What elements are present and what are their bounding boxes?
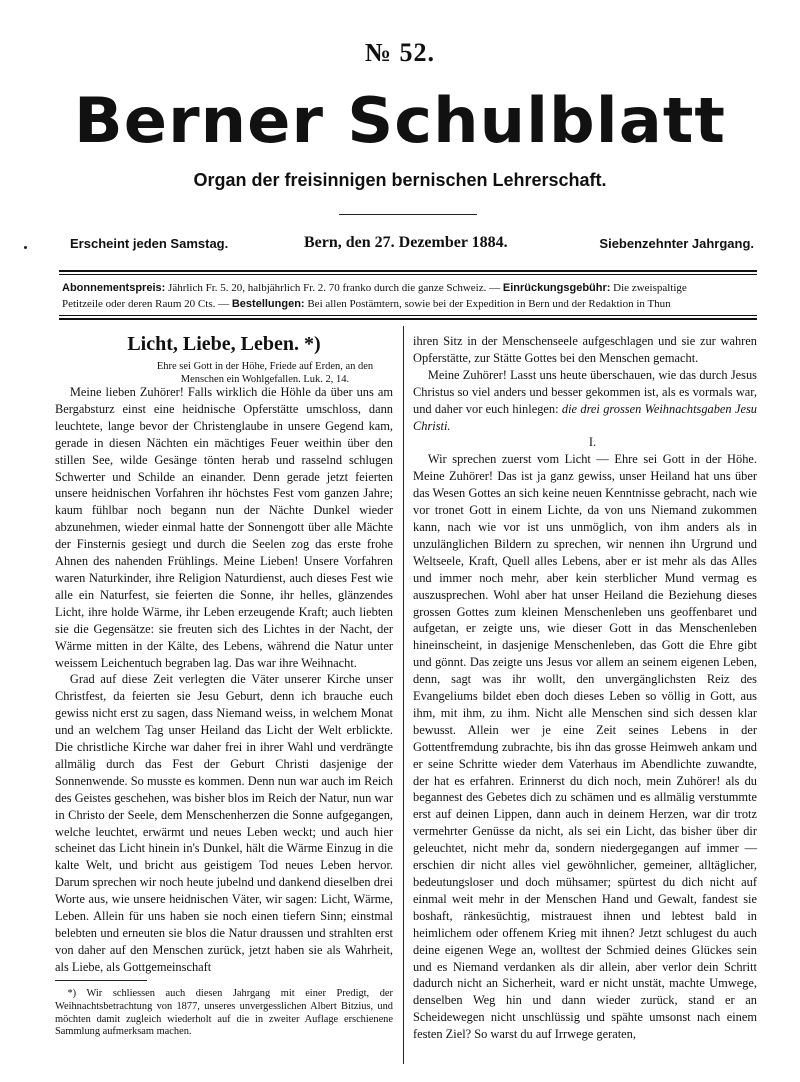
footnote-text: *) Wir schliessen auch diesen Jahrgang mit einer Predigt, der Weihnachtsbetrachtung von 1877, unseres unvergesslichen Albert Bitzius, und möchten damit zugleich wiederholt auf die in zweiter Auflage erschienene Sammlung aufmerksam machen.	[55, 988, 393, 1038]
subscription-line-1	[62, 280, 760, 296]
subscription-price-text: Jährlich Fr. 5. 20, halbjährlich Fr. 2. 70 franko durch die ganze Schweiz. —	[168, 282, 501, 294]
section-numeral: I.	[588, 435, 597, 450]
ads-fee-label: Einrückungsgebühr:	[502, 282, 611, 294]
issue-number: № 52.	[364, 38, 436, 67]
masthead-title: Berner Schulblatt	[74, 84, 726, 157]
paragraph	[413, 367, 757, 435]
title-divider	[339, 214, 477, 215]
publication-frequency: Erscheint jeden Samstag.	[70, 236, 229, 251]
footnote	[55, 988, 393, 1039]
header-rule-bottom	[59, 318, 757, 320]
subscription-price-label: Abonnementspreis:	[62, 282, 166, 294]
left-column	[55, 384, 393, 976]
subscription-info	[62, 280, 760, 312]
volume-year: Siebenzehnter Jahrgang.	[599, 236, 754, 251]
paragraph: Wir sprechen zuerst vom Licht — Ehre sei Gott in der Höhe. Meine Zuhörer! Das ist ja ganz gewiss, unser Heiland hat uns über das Wesen Gottes an sich keine neuen Kenntnisse gebracht, nach wie vor tronet Gott in einem Lichte, da von uns Niemand zukommen kann, nach wie vor ist uns unmöglich, von ihm anders als in unzulänglichen Bildern zu sprechen, wir nennen ihn Urgrund und Weltseele, Kraft, Quell alles Lebens, aber er ist mehr als das Alles und immer noch mehr, aber kein sterblicher Mund vermag es auszusprechen. Wohl aber hat unser Heiland die Beziehung dieses grossen Gottes zum kleinen Menschenleben uns geoffenbaret und aufgetan, er zeigte uns, wie dieser Gott in das Menschenleben hineinscheint, in dasjenige Menschenleben, das Gott die Ehre gibt und gönnt. Das zeigte uns Jesus vor allem an seinem eigenen Leben, denn, sagt was ihr wollt, den unvergänglichsten Reiz des Evangeliums bildet eben doch dieses Leben so völlig in Gott, aus ihm, mit ihm, zu ihm. Nicht alle Menschen sind sich dessen klar bewusst. Allein wer je eine Zeit seines Lebens in der Gottentfremdung zubrachte, bis ihn das grosse Heimweh ankam und er seine Schritte wieder dem Vaterhaus im Abendlichte zuwandte, der hat es erfahren. Erinnerst du dich noch, mein Zuhörer! als du begannest des Gebetes dich zu schämen und es allmälig verstummte erst auf deinen Lippen, dann auch in deinem Herzen, war dir trotz vermehrter Genüsse da nicht, als sei ein Licht, das bisher über dir geleuchtet, nicht mehr da, sondern niedergegangen auf immer — erschien dir nicht alles viel gewöhnlicher, gemeiner, alltäglicher, bedeutungsloser und doch mühsamer; spürtest du dich nicht auf einmal weit mehr in der Menschen Hand und Gewalt, fandest sie boshaft, ränkesüchtig, mistrauest ihnen und lebtest bald in heimlichem oder offenem Krieg mit ihnen? Jetzt schlugest du auch deine eigenen Wege an, wolltest der Schmied deines Glückes sein und es Niemand verdanken als dir allein, aber verlor dein Schritt dadurch nicht an Sicherheit, ward er nicht unstät, machte Umwege, denselben Weg hin und dann wieder zurück, stand er an Scheidewegen nicht unschlüssig und spähte umsonst nach einem festen Ziel? So warst du auf Irrwege geraten,	[413, 452, 757, 1042]
paragraph-text: Meine Zuhörer! Lasst uns heute überschauen, wie das durch Jesus Christus so viel anders und besser gekommen ist, als es vormals war, und daher vor euch hinlegen:	[413, 367, 757, 416]
header-rule-top	[59, 270, 757, 272]
subscription-line-2	[62, 296, 760, 312]
paragraph: Meine lieben Zuhörer! Falls wirklich die Höhle da über uns am Bergabsturz einst eine heidnische Opferstätte umschloss, dann leuchtete, lange bevor der Christenglaube in unsere Gegend kam, gerade in diesen Nächten ein mächtiges Feuer weithin über den stillen See, wilde Gesänge tönten herab und rasselnd schlugen Schwerter und Schilde an einander. Denn gerade jetzt feierten unsere heidnischen Vorfahren ihr höchstes Fest vom ganzen Jahre; kaum fühlbar noch begann nun der Nächte Dunkel wieder abzunehmen, wieder einmal hatte der Sonnengott über alle Mächte der Finsternis gesiegt und durch die Seelen zog das erste frohe Ahnen des nahenden Frühlings. Meine Lieben! Unsere Vorfahren waren Naturkinder, ihre Religion Naturdienst, auch dieses Fest wie alle ein Naturfest, sie feierten die Sonne, ihr helles, glänzendes Licht, ihre holde Wärme, ihr Leben erzeugende Kraft; auch liebten sie die Gegensätze: sie freuten sich des Lichtes in der Nacht, der Wärme mitten in der Kälte, des Lebens, während die Natur unter weissem Leichentuch begraben lag. Das war ihre Weihnacht.	[55, 385, 393, 670]
header-rule-bottom-thin	[59, 315, 757, 316]
orders-text: Bei allen Postämtern, sowie bei der Expedition in Bern und der Redaktion in Thun	[307, 298, 671, 310]
footnote-divider	[55, 980, 147, 981]
header-rule-top-thin	[59, 274, 757, 275]
paragraph: ihren Sitz in der Menschenseele aufgeschlagen und sie zur wahren Opferstätte, zur Stätte Gottes bei den Menschen gemacht.	[413, 334, 757, 365]
orders-label: Bestellungen:	[231, 298, 305, 310]
margin-dot	[24, 246, 27, 249]
article-epigraph: Ehre sei Gott in der Höhe, Friede auf Erden, an den Menschen ein Wohlgefallen. Luk. 2, 14.	[156, 361, 374, 385]
emphasis-text: die drei grossen Weihnachtsgaben Jesu Christi.	[413, 401, 757, 433]
article-title: Licht, Liebe, Leben. *)	[127, 333, 321, 355]
place-date: Bern, den 27. Dezember 1884.	[304, 234, 508, 251]
ads-fee-text-2: Petitzeile oder deren Raum 20 Cts. —	[62, 298, 230, 310]
publication-info-row	[64, 236, 754, 258]
ads-fee-text-1: Die zweispaltige	[613, 282, 687, 294]
paragraph: Grad auf diese Zeit verlegten die Väter unserer Kirche unser Christfest, da feierten sie Jesu Geburt, denn ich brauche euch gewiss nicht erst zu sagen, dass Niemand weiss, in welchem Monat und an welchem Tag unser Heiland das Licht der Welt erblickte. Die christliche Kirche war daher frei in ihrer Wahl und verdrängte allmälig durch das Fest der Geburt Christi dasjenige der Sonnenwende. So musste es kommen. Denn nun war auch im Reich des Geistes geschehen, was bisher blos im Reich der Natur, nun war in Christo der Seele, dem Menschenherzen die Sonne aufgegangen, welche leuchtet, erwärmt und neues Leben weckt; und auch hier scheinet das Licht hinein in's Dunkel, hält die Wärme Einzug in die kalte Welt, und bricht aus geistigem Tod neues Leben hervor. Darum sprechen wir noch heute jubelnd und dankend dieselben drei Worte aus, wie unsere heidnischen Väter, wir sagen: Licht, Wärme, Leben. Allein für uns haben sie noch einen tiefern Sinn; einstmal belebten und erneuten sie blos die Natur draussen und strahlten erst von daher auf den Menschen zurück, jetzt haben sie als Wahrheit, als Liebe, als Gottgemeinschaft	[55, 672, 393, 974]
column-divider	[403, 326, 404, 1064]
masthead-subtitle: Organ der freisinnigen bernischen Lehrerschaft.	[193, 170, 607, 190]
right-column	[413, 333, 757, 1043]
